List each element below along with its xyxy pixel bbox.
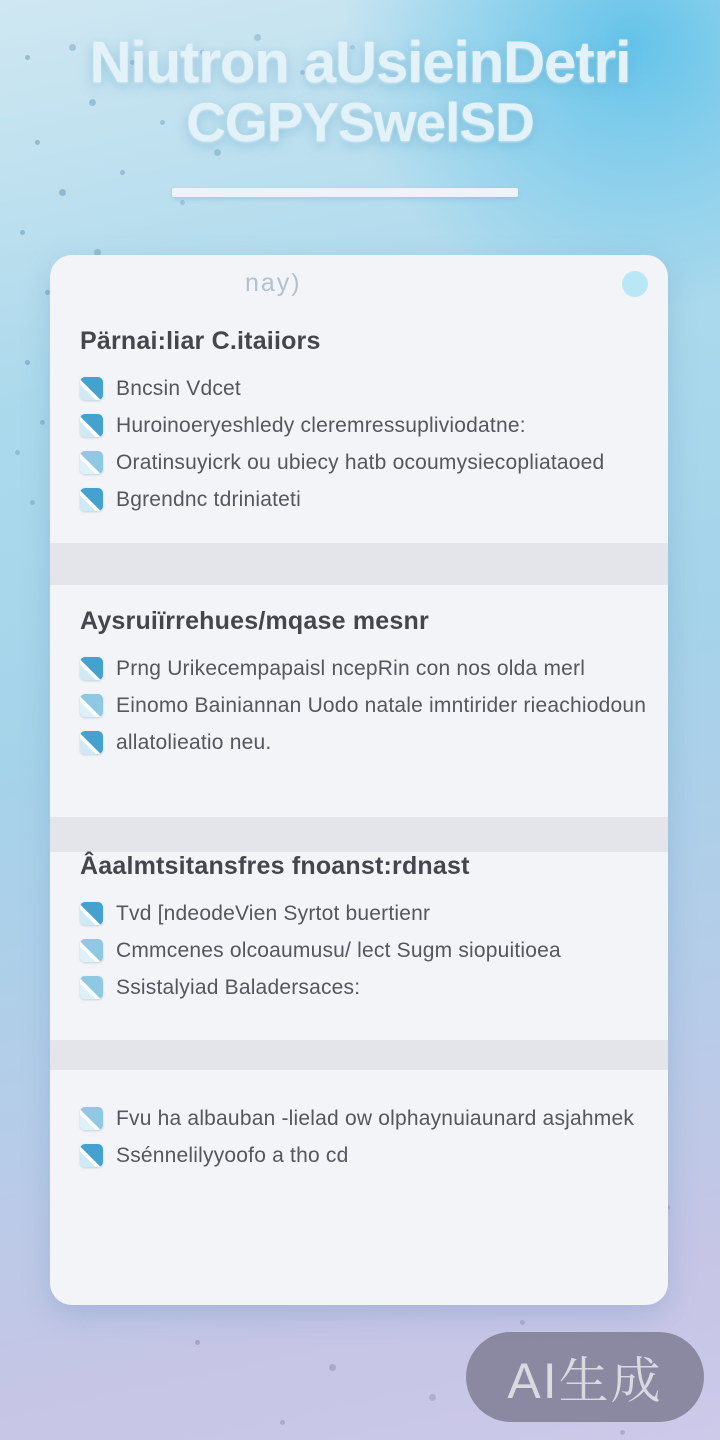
list-item <box>50 687 668 724</box>
section-divider-band <box>50 817 668 852</box>
section-2 <box>50 607 668 761</box>
checklist-card <box>50 255 668 1305</box>
list-item <box>50 481 668 518</box>
list-item <box>50 407 668 444</box>
section-1-heading: Pärnai:liar C.itaiiors <box>80 327 321 355</box>
background-speckles-bottom <box>0 0 5 5</box>
list-item <box>50 370 668 407</box>
list-item-label: Huroinoeryeshledy cleremressupliviodatne: <box>116 413 526 437</box>
list-item <box>50 724 668 761</box>
list-item-label: Bgrendnc tdriniateti <box>116 487 301 511</box>
card-scribble-text: nay) <box>245 269 302 297</box>
checked-checkbox-icon[interactable] <box>80 976 103 999</box>
checked-checkbox-icon[interactable] <box>80 731 103 754</box>
list-item-label: allatolieatio neu. <box>116 730 272 754</box>
checked-checkbox-icon[interactable] <box>80 657 103 680</box>
list-item-label: Prng Urikecempapaisl ncepRin con nos olda merl <box>116 656 586 680</box>
list-item-label: Oratinsuyicrk ou ubiecy hatb ocoumysiecopliataoed <box>116 450 605 474</box>
checked-checkbox-icon[interactable] <box>80 939 103 962</box>
title-underline-bar <box>172 188 518 197</box>
list-item <box>50 444 668 481</box>
list-item <box>50 895 668 932</box>
checked-checkbox-icon[interactable] <box>80 377 103 400</box>
checked-checkbox-icon[interactable] <box>80 1107 103 1130</box>
checked-checkbox-icon[interactable] <box>80 694 103 717</box>
ai-generated-watermark-label: AI生成 <box>507 1353 663 1409</box>
checked-checkbox-icon[interactable] <box>80 414 103 437</box>
checked-checkbox-icon[interactable] <box>80 488 103 511</box>
page-title-line1: Niutron aUsieinDetri <box>89 30 631 95</box>
checked-checkbox-icon[interactable] <box>80 451 103 474</box>
checked-checkbox-icon[interactable] <box>80 902 103 925</box>
list-item-label: Cmmcenes olcoaumusu/ lect Sugm siopuitioea <box>116 938 561 962</box>
list-item <box>50 1137 668 1174</box>
section-divider-band <box>50 1040 668 1070</box>
section-4 <box>50 1100 668 1174</box>
page-title <box>0 32 720 152</box>
ai-generated-watermark-badge <box>466 1332 704 1422</box>
section-2-heading: Aysruiïrrehues/mqase mesnr <box>80 607 429 635</box>
section-3-heading: Âaalmtsitansfres fnoanst:rdnast <box>80 852 470 880</box>
checked-checkbox-icon[interactable] <box>80 1144 103 1167</box>
list-item <box>50 650 668 687</box>
list-item <box>50 1100 668 1137</box>
background-speckles-top <box>0 0 5 5</box>
list-item-label: Einomo Bainiannan Uodo natale imntirider rieachiodoun <box>116 693 647 717</box>
list-item-label: Ssénnelilyyoofo a tho cd <box>116 1143 349 1167</box>
page-title-line2: CGPYSwelSD <box>186 91 534 154</box>
list-item-label: Fvu ha albauban -lielad ow olphaynuiaunard asjahmek <box>116 1106 635 1130</box>
section-3 <box>50 852 668 1006</box>
list-item-label: Ssistalyiad Baladersaces: <box>116 975 361 999</box>
list-item-label: Tvd [ndeodeVien Syrtot buertienr <box>116 901 431 925</box>
accent-dot <box>622 271 648 297</box>
section-divider-band <box>50 543 668 585</box>
section-1 <box>50 327 668 518</box>
list-item-label: Bncsin Vdcet <box>116 376 241 400</box>
list-item <box>50 932 668 969</box>
list-item <box>50 969 668 1006</box>
